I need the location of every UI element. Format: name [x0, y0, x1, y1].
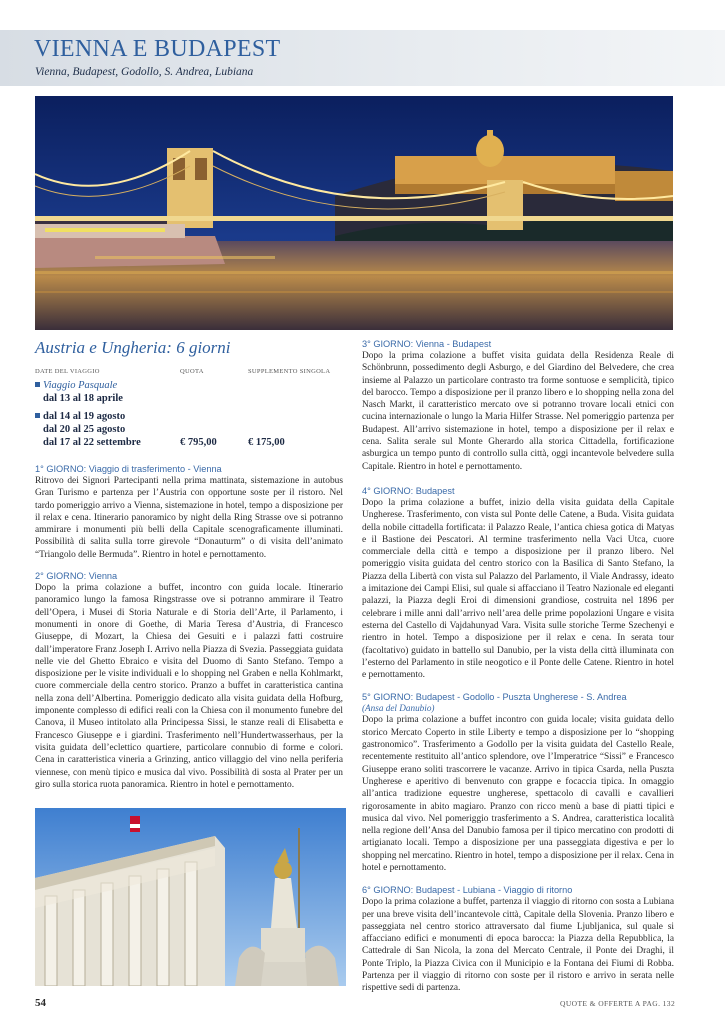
offer-title-days: 6 giorni: [176, 338, 231, 357]
right-column: [362, 338, 674, 995]
day-title: 6° GIORNO: Budapest - Lubiana - Viaggio di ritorno: [362, 885, 573, 896]
left-column: [35, 338, 343, 791]
page-title: VIENNA E BUDAPEST: [34, 36, 281, 62]
hero-photo-illustration: [35, 96, 673, 330]
day-text: Dopo la prima colazione a buffet incontro con guida locale; visita guidata dello storico Mercato Coperto in stile Liberty e tempo a disposizione per lo “shopping gastronomico”. Trasferimento a Godollo per la visita guidata del Castello Reale, recentemente restituito all’antico splendore, ove l’Imperatrice “Sissi” e Francesco Giuseppe erano soliti trascorrere le vacanze. Arrivo in tipica Csarda, nella Puszta Ungherese e aperitivo di benvenuto con grappe e focaccia tipica. In omaggio all’antica tradizione equestre ungherese, spettacolo di cavalli e cavallieri rigorosamente in abito magiaro. Pranzo con ricco menù a base di piatti tipici e musica dal vivo. Nel pomeriggio trasferimento a S. Andrea, caratteristica località nella regione dell’Ansa del Danubio famosa per il tipico mercatino con prodotti di artigianato locali. Tempo a disposizione per una passeggiata digestiva e per lo shopping nel mercatino. Rientro in hotel, tempo a disposizione per il relax. Cena in hotel e pernottamento.: [362, 715, 674, 873]
offer-title-prefix: Austria e Ungheria:: [35, 338, 172, 357]
day-text: Dopo la prima colazione a buffet, partenza il viaggio di ritorno con sosta a Lubiana per una breve visita dell’incantevole città, Capitale della Slovenia. Pranzo libero e passeggiata nel centro storico attraversato dal fiume Ljubljanica, sul quale si affacciano edifici e monumenti di epoca barocca: la Piazza della Repubblica, la Cattedrale di San Nicola, la zona del Mercato Centrale, il Ponte dei Draghi, il Ponte Triplo, la Piazza Civica con il Municipio e la Fontana dei Fiumi di Robba. Partenza per il viaggio di ritorno con soste per il ristoro e arrivo in serata nelle rispettive sedi di partenza.: [362, 897, 674, 994]
day-title: 5° GIORNO: Budapest - Godollo - Puszta Ungherese - S. Andrea: [362, 692, 627, 703]
day-4: [362, 485, 674, 681]
offer-title: [35, 338, 343, 358]
table-row: [35, 392, 343, 405]
hero-photo-budapest-night: [35, 96, 673, 330]
day-5: [362, 691, 674, 874]
day-title: 2° GIORNO: Vienna: [35, 571, 118, 582]
day-6: [362, 884, 674, 994]
trip-dates: dal 13 al 18 aprile: [43, 393, 123, 404]
day-1: [35, 463, 343, 561]
table-row: [35, 379, 343, 392]
day-3: [362, 338, 674, 473]
trip-label: Viaggio Pasquale: [43, 380, 118, 391]
day-text: Dopo la prima colazione a buffet, incontro con guida locale. Itinerario panoramico lungo la famosa Ringstrasse ove si potranno ammirare il Teatro dell’Opera, i Musei di Storia Naturale e di Storia dell’Arte, il Parlamento, i monumenti in onore di Goethe, di Maria Teresa d’Austria, di Francesco Giuseppe, di Mozart, la Chiesa dei Gesuiti e i palazzi fatti costruire dall’imperatore Franz Joseph I. Arrivo nella Piazza di Svezia. Passeggiata guidata nelle vie del Ghetto Ebraico e visita del Duomo di Santo Stefano. Tempo a disposizione per le visite individuali e lo shopping nel Graben e nella Kohlmarkt, cuore commerciale della centro storico. Pranzo a buffet in caratteristica cantina nella zona dell’Albertina. Pomeriggio dedicato alla visita guidata della Hofburg, imponente complesso di edifici reali con la Chiesa con il monumento funebre del Canova, il Museo intitolato alla Principessa Sissi, le stanze reali di Elisabetta e Francesco Giuseppe e i giardini. Trasferimento nell’Hundertwasserhaus, per la visita guidata dell’eclettico quartiere, particolare connubio di forme e colori. Cena in caratteristica vineria a Grinzing, antico villaggio del vino nella periferia viennese, con menù tipico e musica dal vivo. Possibilità di sosta al Prater per un giro sulla storica ruota panoramica. Rientro in hotel e pernottamento.: [35, 583, 343, 790]
trip-price: € 795,00: [180, 437, 217, 448]
day-subtitle: (Ansa del Danubio): [362, 703, 435, 714]
trip-dates: dal 14 al 19 agosto: [43, 411, 126, 422]
square-bullet-icon: [35, 413, 40, 418]
trip-dates: dal 20 al 25 agosto: [43, 424, 126, 435]
day-text: Dopo la prima colazione a buffet visita guidata della Residenza Reale di Schönbrunn, possedimento degli Asburgo, e del Giardino del Belvedere, che crea insieme al Palazzo un particolare contrasto tra forme sontuose e semplicità, tipico del barocco. Tempo a disposizione per il pranzo libero e lo shopping nella zona del Nasch Markt, il caratteristico mercato ove si potranno trovare locali etnici con cucina internazionale o lungo la Maria Hilfer Strasse. Nel pomeriggio partenza per Budapest. All’arrivo sistemazione in hotel, tempo a disposizione per il relax e cena. Salita serale sul Monte Gherardo alla storica Cittadella, fortificazione asburgica un tempo punto di controllo sulla città, oggi incantevole belvedere sulla Capitale. Rientro in hotel e pernottamento.: [362, 351, 674, 472]
dates-table: [35, 379, 343, 449]
trip-supplement: € 175,00: [248, 437, 285, 448]
footer-reference: QUOTE & OFFERTE A PAG. 132: [560, 999, 676, 1008]
column-supplement: SUPPLEMENTO SINGOLA: [248, 368, 331, 375]
day-text: Dopo la prima colazione a buffet, inizio della visita guidata della Capitale Ungherese. Trasferimento, con vista sul Ponte delle Catene, a Buda. Visita guidata della nobile cittadella fortificata: il Palazzo Reale, l’antica chiesa gotica di Matyas e il Bastione dei Pescatori. Al termine trasferimento nella Vaci Utca, cuore commerciale della città e tempo a disposizione per il pranzo libero. Nel pomeriggio visita guidata del centro storico con la Basilica di Santo Stefano, la Piazza della Libertà con vista sul Palazzo del Parlamento, il Viale Andrassy, ideato a imitazione dei Campi Elisi, sul quale si affacciano il Teatro Nazionale ed eleganti palazzi, la Piazza degli Eroi di dimensioni grandiose, costruita nel 1896 per celebrare i mille anni dall’arrivo nell’area delle prime popolazioni Ungare e visita esterna del Castello di Vajdahunyad Vara. Visita sulle storiche Terme Szechenyi e rientro in hotel. Tempo a disposizione per il relax e cena. In serata tour (facoltativo) guidato in battello sul Danubio, per la vista della città illuminata con l’esterno del Parlamento in stile neogotico e il Ponte delle Catene. Rientro in hotel e pernottamento.: [362, 497, 674, 681]
day-text: Ritrovo dei Signori Partecipanti nella prima mattinata, sistemazione in autobus Gran Turismo e partenza per l’Austria con opportune soste per il ristoro. Nel tardo pomeriggio arrivo a Vienna, sistemazione in hotel, tempo a disposizione per il relax e cena. Itinerario panoramico by night della Ring Strasse ove si potranno ammirare i monumenti più belli della Capitale scenograficamente illuminati. Possibilità di salita sulla torre girevole “Donauturm” o di visita dell’animato “Triangolo delle Bermuda”. Rientro in hotel e pernottamento.: [35, 476, 343, 560]
day-title: 1° GIORNO: Viaggio di trasferimento - Vienna: [35, 464, 222, 474]
table-row: [35, 436, 343, 449]
square-bullet-icon: [35, 382, 40, 387]
photo-vienna-parliament-athena: [35, 808, 346, 986]
day-title: 4° GIORNO: Budapest: [362, 485, 455, 496]
page-number: 54: [35, 997, 46, 1009]
trip-dates: dal 17 al 22 settembre: [43, 437, 141, 448]
page-subtitle: Vienna, Budapest, Godollo, S. Andrea, Lubiana: [35, 66, 254, 78]
table-row: [35, 423, 343, 436]
day-title: 3° GIORNO: Vienna - Budapest: [362, 339, 492, 349]
column-price: QUOTA: [180, 368, 204, 375]
photo-illustration: [35, 808, 346, 986]
table-row: [35, 410, 343, 423]
day-2: [35, 570, 343, 791]
column-dates: DATE DEL VIAGGIO: [35, 368, 100, 375]
dates-table-header: [35, 368, 343, 375]
